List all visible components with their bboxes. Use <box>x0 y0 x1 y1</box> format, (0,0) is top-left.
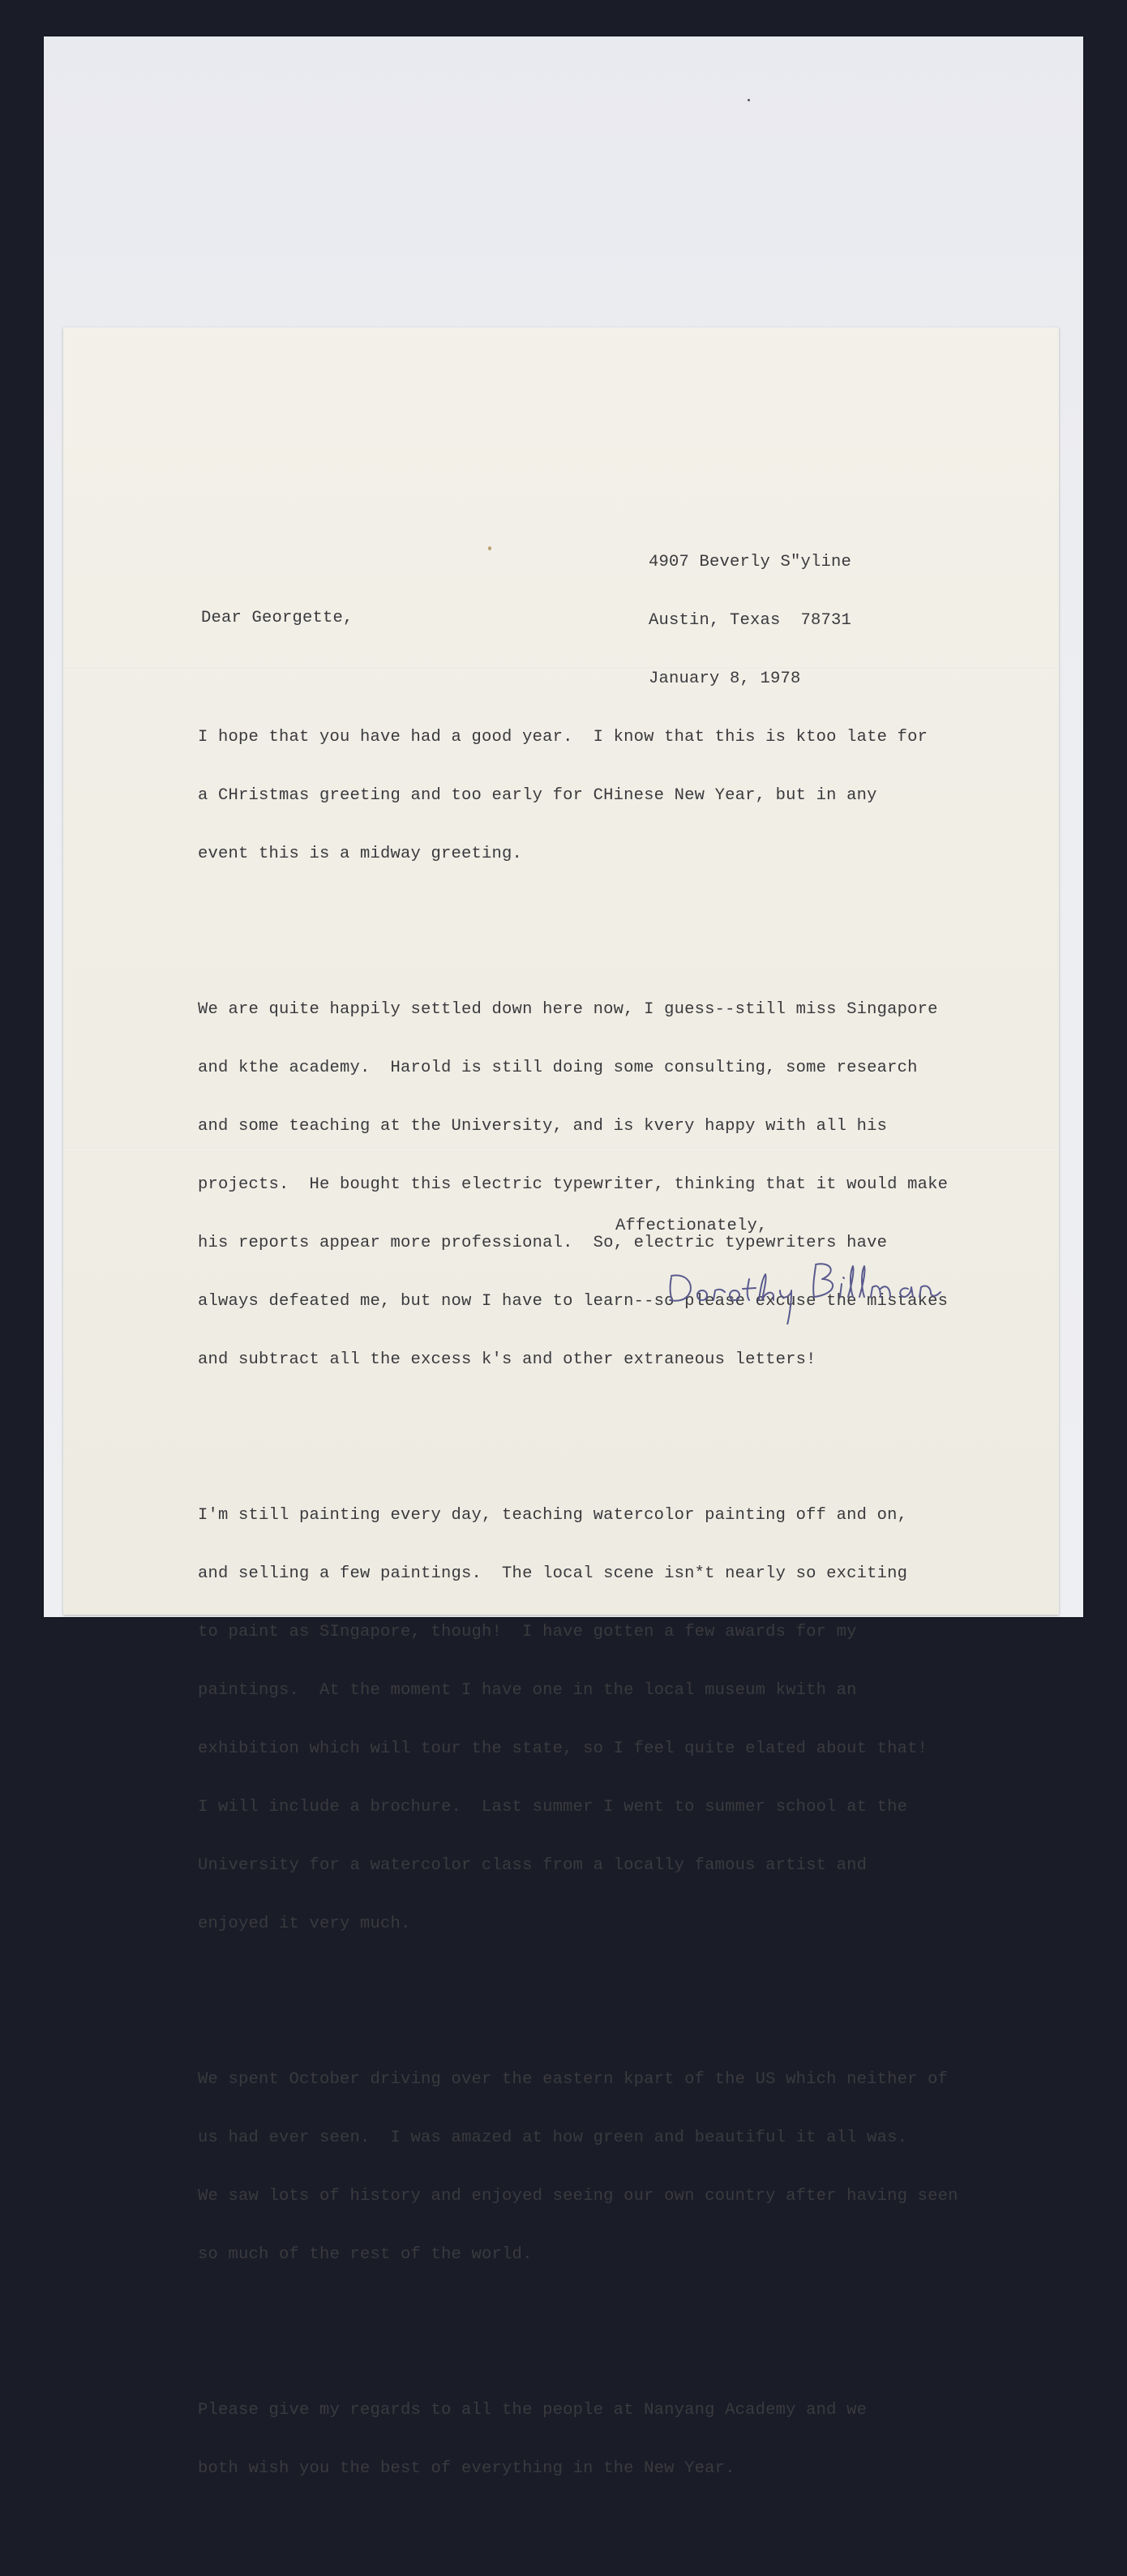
address-city: Austin, Texas 78731 <box>649 611 852 630</box>
body-line: I hope that you have had a good year. I know that this is ktoo late for <box>198 728 928 747</box>
body-line: exhibition which will tour the state, so I feel quite elated about that! <box>198 1739 928 1758</box>
body-line: projects. He bought this electric typewriter, thinking that it would make <box>198 1175 949 1194</box>
paragraph-2 <box>198 961 958 1409</box>
salutation: Dear Georgette, <box>201 609 354 627</box>
body-line: We are quite happily settled down here now, I guess--still miss Singapore <box>198 1000 938 1019</box>
body-line: I'm still painting every day, teaching watercolor painting off and on, <box>198 1506 908 1525</box>
body-line: always defeated me, but now I have to learn--so please excuse the mistakes <box>198 1292 949 1311</box>
handwritten-signature <box>665 1243 1038 1324</box>
body-line: and subtract all the excess k's and other extraneous letters! <box>198 1350 816 1369</box>
body-line: enjoyed it very much. <box>198 1915 411 1933</box>
body-line: so much of the rest of the world. <box>198 2245 533 2264</box>
closing: Affectionately, <box>615 1217 768 1235</box>
body-line: both wish you the best of everything in the New Year. <box>198 2459 735 2478</box>
body-line: to paint as SIngapore, though! I have gotten a few awards for my <box>198 1623 857 1641</box>
body-line: us had ever seen. I was amazed at how green and beautiful it all was. <box>198 2129 908 2147</box>
body-line: We spent October driving over the eastern kpart of the US which neither of <box>198 2070 949 2089</box>
body-line: and some teaching at the University, and is kvery happy with all his <box>198 1117 888 1136</box>
letter-sheet <box>63 327 1059 2478</box>
body-line: I will include a brochure. Last summer I went to summer school at the <box>198 1798 908 1816</box>
paragraph-1 <box>198 689 958 903</box>
body-line: Please give my regards to all the people at Nanyang Academy and we <box>198 2401 868 2420</box>
paragraph-5 <box>198 2362 958 2518</box>
body-line: and selling a few paintings. The local scene isn*t nearly so exciting <box>198 1564 908 1583</box>
body-line: event this is a midway greeting. <box>198 845 523 863</box>
letter-body <box>198 650 958 2576</box>
address-street: 4907 Beverly S"yline <box>649 553 852 571</box>
body-line: University for a watercolor class from a locally famous artist and <box>198 1856 868 1875</box>
body-line: paintings. At the moment I have one in the local museum kwith an <box>198 1681 857 1700</box>
paragraph-4 <box>198 2031 958 2304</box>
body-line: We saw lots of history and enjoyed seeing our own country after having seen <box>198 2187 958 2206</box>
body-line: a CHristmas greeting and too early for CHinese New Year, but in any <box>198 786 877 805</box>
mount-speck <box>748 99 750 101</box>
paragraph-3 <box>198 1467 958 1973</box>
body-line: and kthe academy. Harold is still doing some consulting, some research <box>198 1059 918 1077</box>
paper-speck <box>488 546 491 550</box>
letter-date: January 8, 1978 <box>649 670 801 688</box>
body-line: his reports appear more professional. So, electric typewriters have <box>198 1234 888 1252</box>
